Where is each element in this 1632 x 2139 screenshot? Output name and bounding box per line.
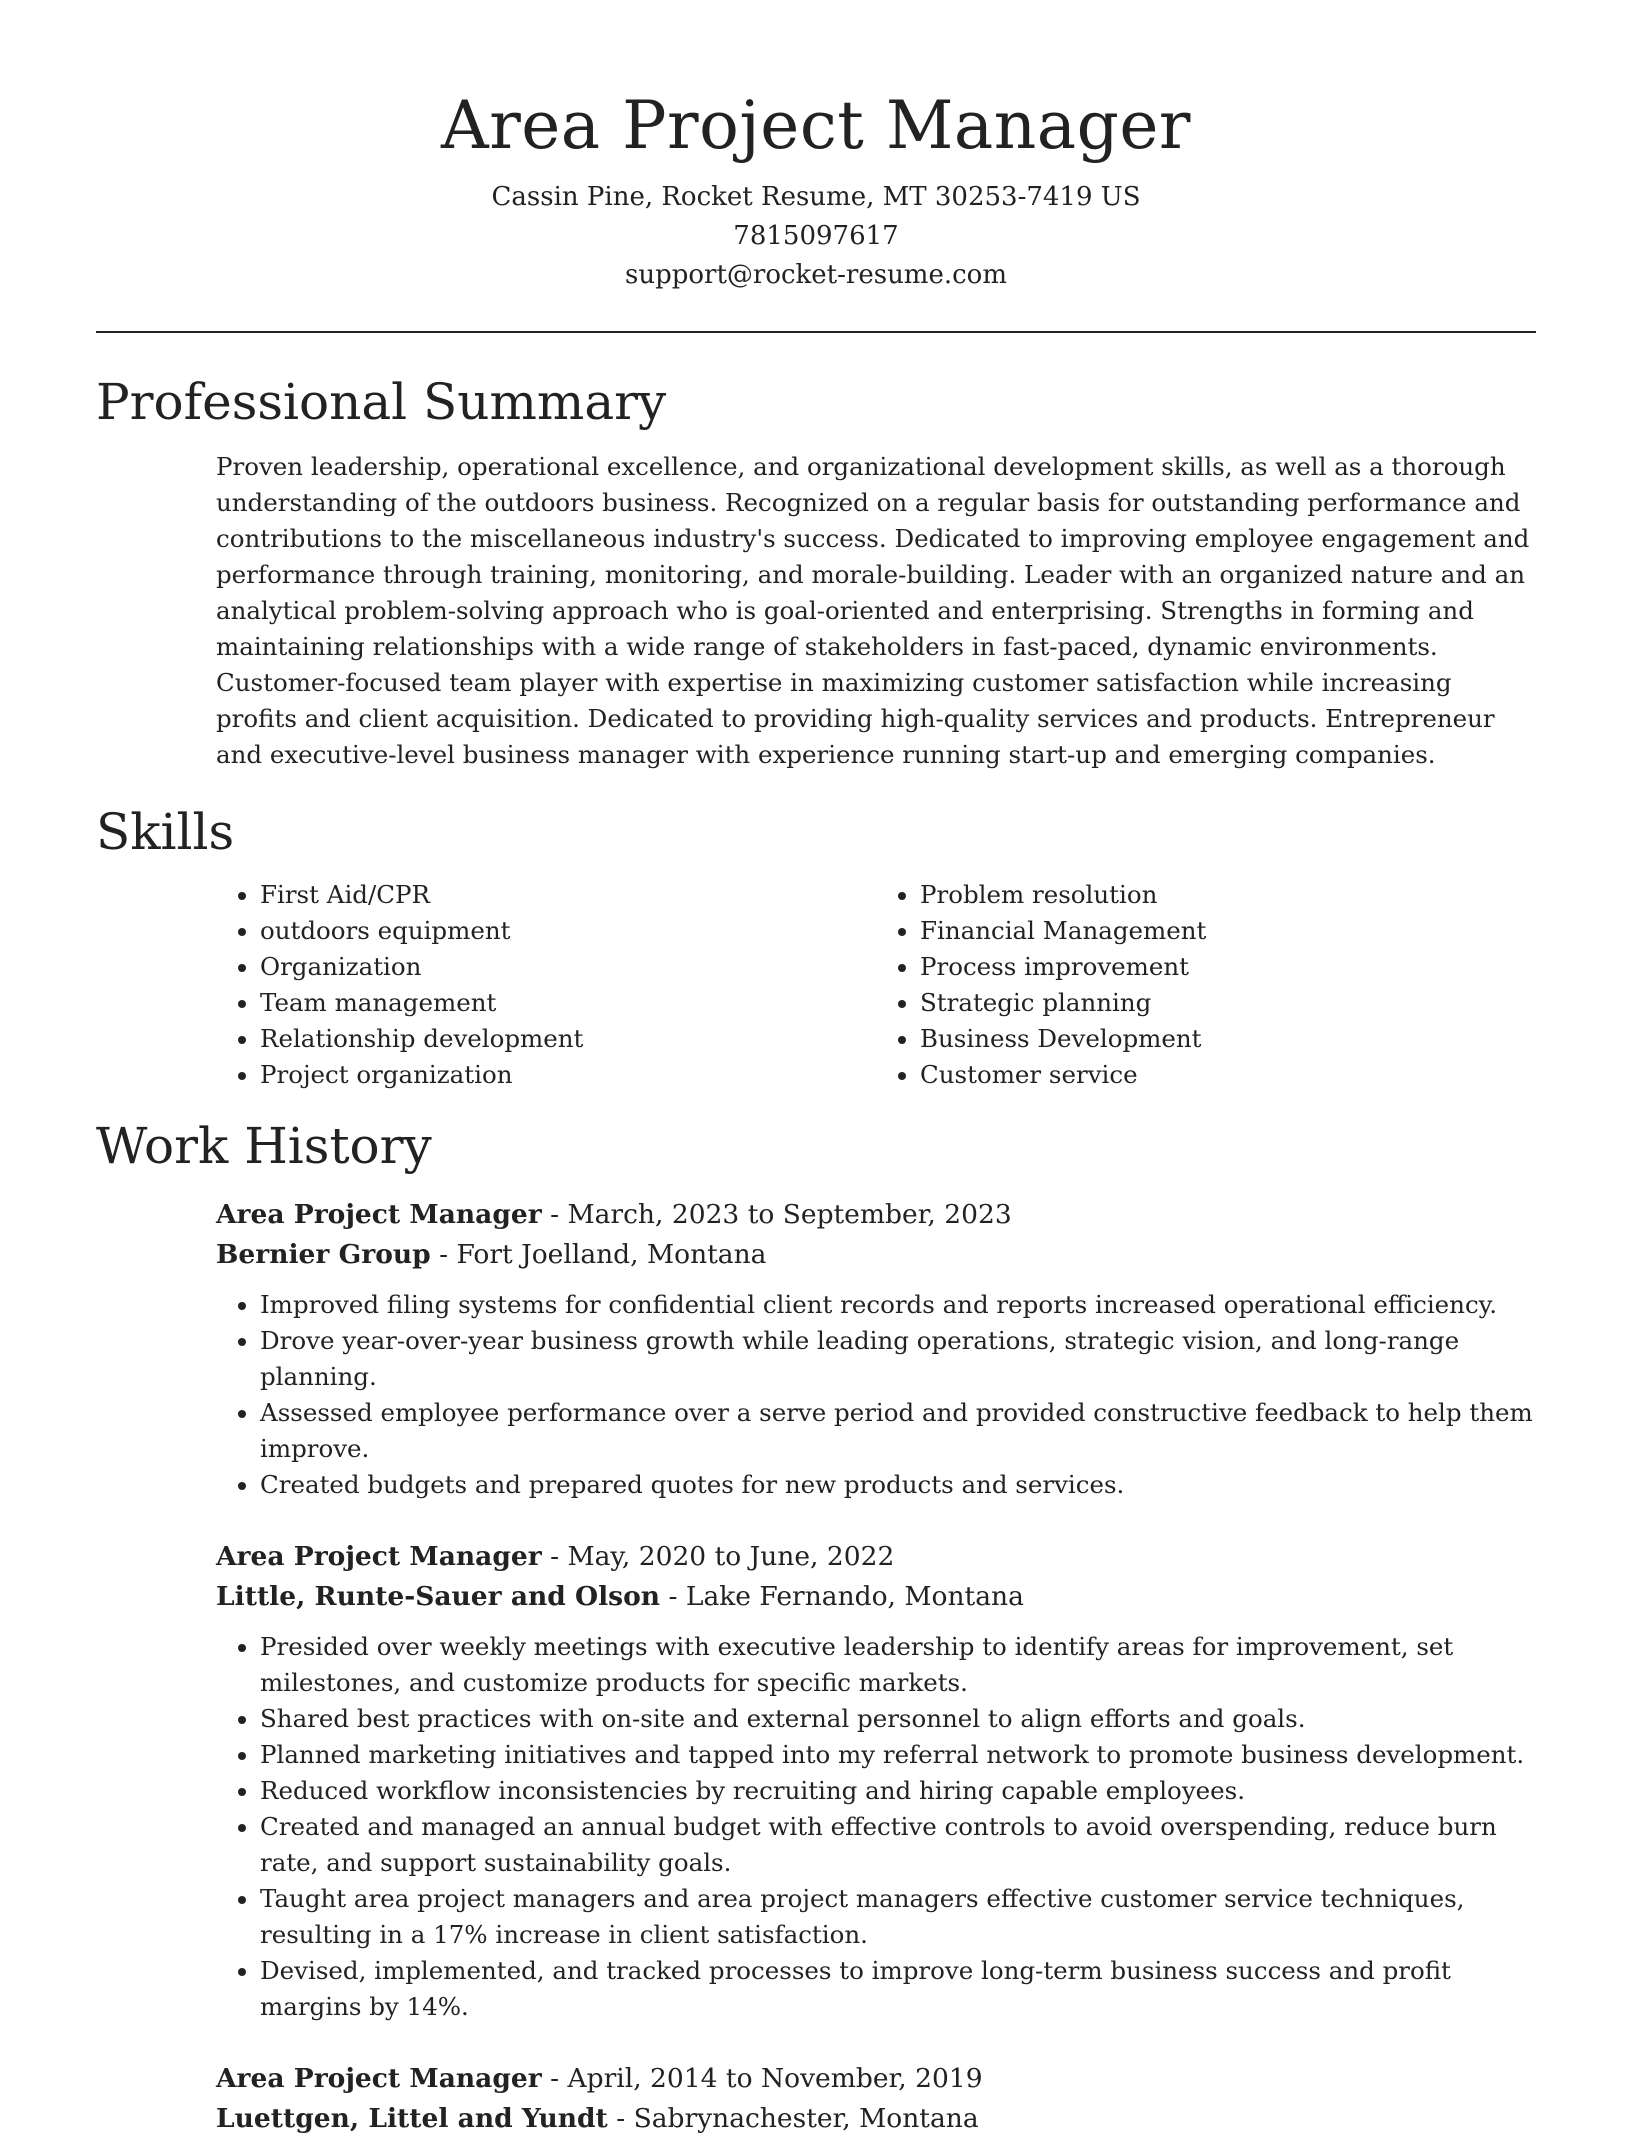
skill-item: • Business Development xyxy=(920,1021,1536,1057)
job-bullet-list xyxy=(216,1287,1536,1503)
job-title: Area Project Manager xyxy=(216,1199,542,1230)
job-company-line xyxy=(216,2099,1536,2139)
job-title: Area Project Manager xyxy=(216,2063,542,2094)
skill-item: • Project organization xyxy=(260,1057,876,1093)
skill-item: • Financial Management xyxy=(920,913,1536,949)
contact-phone: 7815097617 xyxy=(733,221,899,251)
skill-item: • Strategic planning xyxy=(920,985,1536,1021)
summary-text: Proven leadership, operational excellence, and organizational development skills, as well as a thorough understanding of the outdoors business. Recognized on a regular basis for outstanding performance and contributions to the miscellaneous industry's success. Dedicated to improving employee engagement and performance through training, monitoring, and morale-building. Leader with an organized nature and an analytical problem-solving approach who is goal-oriented and enterprising. Strengths in forming and maintaining relationships with a wide range of stakeholders in fast-paced, dynamic environments. Customer-focused team player with expertise in maximizing customer satisfaction while increasing profits and client acquisition. Dedicated to providing high-quality services and products. Entrepreneur and executive-level business manager with experience running start-up and emerging companies. xyxy=(216,452,1530,769)
job-bullet: • Drove year-over-year business growth while leading operations, strategic vision, and long-range planning. xyxy=(260,1323,1536,1395)
skills-column-left xyxy=(216,877,876,1093)
skill-item: • Relationship development xyxy=(260,1021,876,1057)
contact-address: Cassin Pine, Rocket Resume, MT 30253-7419 US xyxy=(491,182,1141,212)
job-dates: - April, 2014 to November, 2019 xyxy=(541,2063,983,2094)
job-bullet-list xyxy=(216,1629,1536,2025)
job-entry xyxy=(216,2059,1536,2139)
job-entry xyxy=(216,1195,1536,1503)
job-company-line xyxy=(216,1577,1536,1617)
job-title-line xyxy=(216,1537,1536,1577)
job-title-line xyxy=(216,2059,1536,2099)
job-bullet: • Shared best practices with on-site and external personnel to align efforts and goals. xyxy=(260,1701,1536,1737)
job-bullet: • Assessed employee performance over a serve period and provided constructive feedback to help them improve. xyxy=(260,1395,1536,1467)
job-bullet: • Devised, implemented, and tracked processes to improve long-term business success and profit margins by 14%. xyxy=(260,1953,1536,2025)
summary-heading: Professional Summary xyxy=(96,373,667,431)
job-company: Luettgen, Littel and Yundt xyxy=(216,2103,608,2134)
job-bullet: • Improved filing systems for confidential client records and reports increased operational efficiency. xyxy=(260,1287,1536,1323)
skill-item: • Process improvement xyxy=(920,949,1536,985)
job-title-line xyxy=(216,1195,1536,1235)
job-title: Area Project Manager xyxy=(216,1541,542,1572)
skills-column-right xyxy=(876,877,1536,1093)
job-company-line xyxy=(216,1235,1536,1275)
job-location: - Lake Fernando, Montana xyxy=(660,1581,1024,1612)
skill-item: • Organization xyxy=(260,949,876,985)
skill-item: • Problem resolution xyxy=(920,877,1536,913)
skill-item: • First Aid/CPR xyxy=(260,877,876,913)
skills-heading: Skills xyxy=(96,803,235,861)
job-bullet: • Reduced workflow inconsistencies by recruiting and hiring capable employees. xyxy=(260,1773,1536,1809)
resume-header xyxy=(96,0,1536,295)
skill-item: • Customer service xyxy=(920,1057,1536,1093)
job-company: Little, Runte-Sauer and Olson xyxy=(216,1581,661,1612)
job-bullet: • Created and managed an annual budget with effective controls to avoid overspending, reduce burn rate, and support sustainability goals. xyxy=(260,1809,1536,1881)
job-location: - Fort Joelland, Montana xyxy=(430,1239,767,1270)
job-bullet: • Created budgets and prepared quotes for new products and services. xyxy=(260,1467,1536,1503)
resume-name: Area Project Manager xyxy=(441,87,1191,164)
skill-item: • outdoors equipment xyxy=(260,913,876,949)
resume-page xyxy=(96,0,1536,2139)
job-entry xyxy=(216,1537,1536,2025)
header-divider xyxy=(96,331,1536,333)
skill-item: • Team management xyxy=(260,985,876,1021)
job-location: - Sabrynachester, Montana xyxy=(607,2103,979,2134)
job-bullet: • Presided over weekly meetings with executive leadership to identify areas for improvement, set milestones, and customize products for specific markets. xyxy=(260,1629,1536,1701)
job-dates: - May, 2020 to June, 2022 xyxy=(541,1541,895,1572)
job-bullet: • Planned marketing initiatives and tapped into my referral network to promote business development. xyxy=(260,1737,1536,1773)
skills-list xyxy=(216,877,1536,1093)
job-company: Bernier Group xyxy=(216,1239,431,1270)
job-dates: - March, 2023 to September, 2023 xyxy=(541,1199,1012,1230)
job-bullet: • Taught area project managers and area project managers effective customer service techniques, resulting in a 17% increase in client satisfaction. xyxy=(260,1881,1536,1953)
contact-email: support@rocket-resume.com xyxy=(624,260,1007,290)
work-history-heading: Work History xyxy=(96,1117,432,1175)
